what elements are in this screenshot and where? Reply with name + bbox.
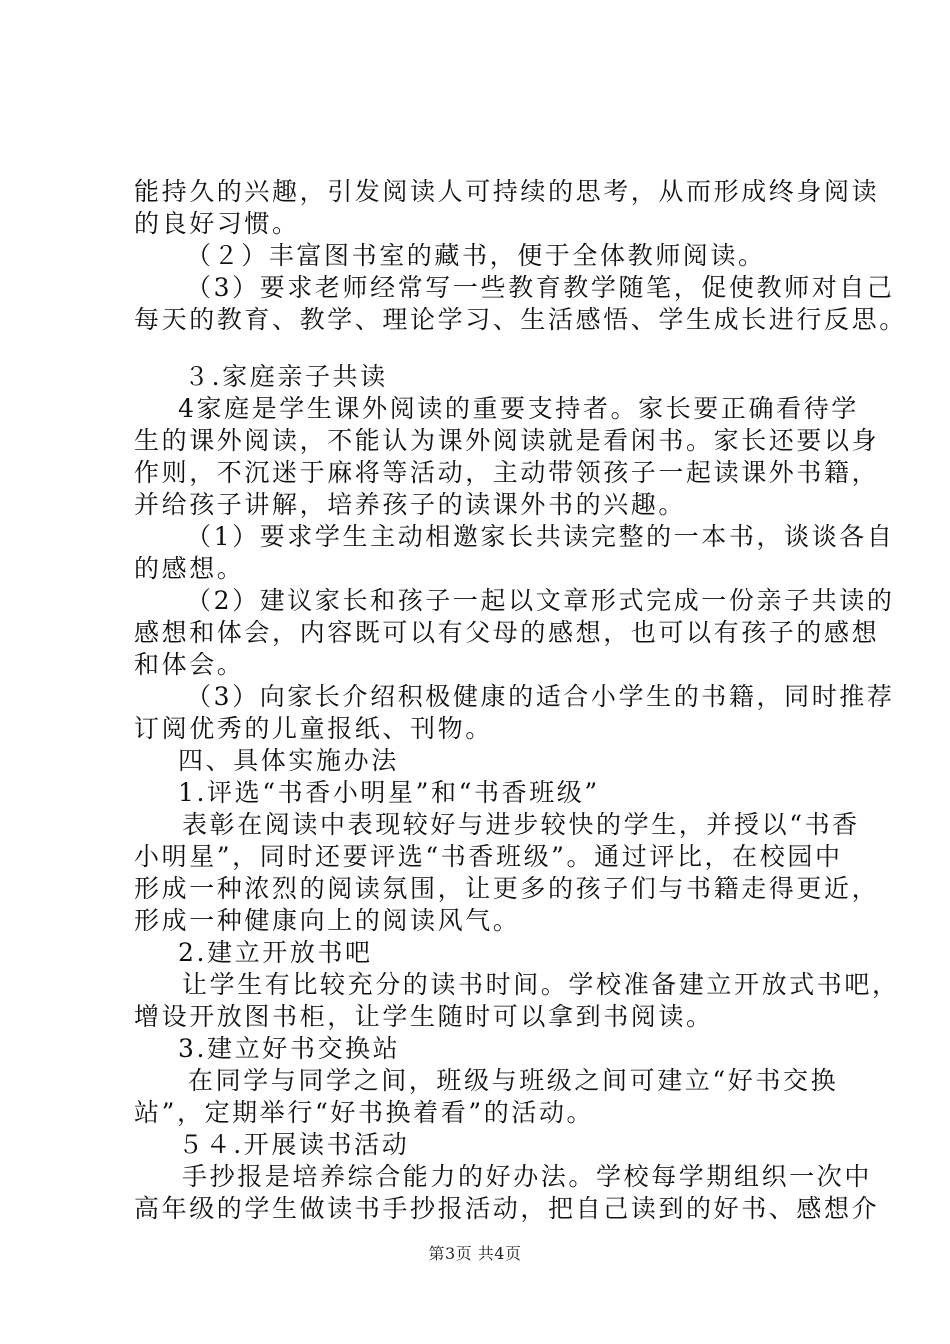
text-line: 的感想。: [134, 554, 245, 583]
subsection-heading: 1.评选“书香小明星”和“书香班级”: [178, 778, 600, 807]
text-line: 感想和体会，内容既可以有父母的感想，也可以有孩子的感想: [134, 618, 880, 647]
text-line: （3）要求老师经常写一些教育教学随笔，促使教师对自己: [186, 273, 895, 302]
text-line: 手抄报是培养综合能力的好办法。学校每学期组织一次中: [182, 1162, 873, 1191]
text-line: （2）建议家长和孩子一起以文章形式完成一份亲子共读的: [186, 586, 895, 615]
text-line: 在同学与同学之间，班级与班级之间可建立“好书交换: [188, 1066, 839, 1095]
text-line: 高年级的学生做读书手抄报活动，把自己读到的好书、感想介: [134, 1194, 880, 1223]
text-line: 订阅优秀的儿童报纸、刊物。: [134, 714, 493, 743]
section-heading: ３.家庭亲子共读: [184, 362, 388, 391]
subsection-heading: 3.建立好书交换站: [178, 1034, 401, 1063]
text-line: 形成一种浓烈的阅读氛围，让更多的孩子们与书籍走得更近，: [134, 874, 880, 903]
text-line: 表彰在阅读中表现较好与进步较快的学生，并授以“书香: [182, 810, 860, 839]
text-line: 小明星”，同时还要评选“书香班级”。通过评比，在校园中: [134, 842, 843, 871]
text-line: （3）向家长介绍积极健康的适合小学生的书籍，同时推荐: [186, 682, 895, 711]
text-line: 4家庭是学生课外阅读的重要支持者。家长要正确看待学: [178, 394, 859, 423]
subsection-heading: 2.建立开放书吧: [178, 938, 373, 967]
text-line: 增设开放图书柜，让学生随时可以拿到书阅读。: [134, 1002, 714, 1031]
text-line: 和体会。: [134, 650, 245, 679]
text-line: 站”，定期举行“好书换着看”的活动。: [134, 1098, 595, 1127]
text-line: 生的课外阅读，不能认为课外阅读就是看闲书。家长还要以身: [134, 426, 880, 455]
section-heading: 四、具体实施办法: [178, 746, 399, 775]
text-line: （２）丰富图书室的藏书，便于全体教师阅读。: [186, 241, 766, 270]
text-line: （1）要求学生主动相邀家长共读完整的一本书，谈谈各自: [186, 522, 895, 551]
subsection-heading: ５４.开展读书活动: [178, 1130, 410, 1159]
text-line: 让学生有比较充分的读书时间。学校准备建立开放式书吧，: [182, 970, 900, 999]
text-line: 每天的教育、教学、理论学习、生活感悟、学生成长进行反思。: [134, 305, 907, 334]
text-line: 作则，不沉迷于麻将等活动，主动带领孩子一起读课外书籍，: [134, 458, 880, 487]
text-line: 形成一种健康向上的阅读风气。: [134, 906, 521, 935]
text-line: 并给孩子讲解，培养孩子的读课外书的兴趣。: [134, 490, 687, 519]
text-line: 的良好习惯。: [134, 209, 300, 238]
text-line: 能持久的兴趣，引发阅读人可持续的思考，从而形成终身阅读: [134, 177, 880, 206]
page-footer: 第3页 共4页: [428, 1244, 522, 1263]
